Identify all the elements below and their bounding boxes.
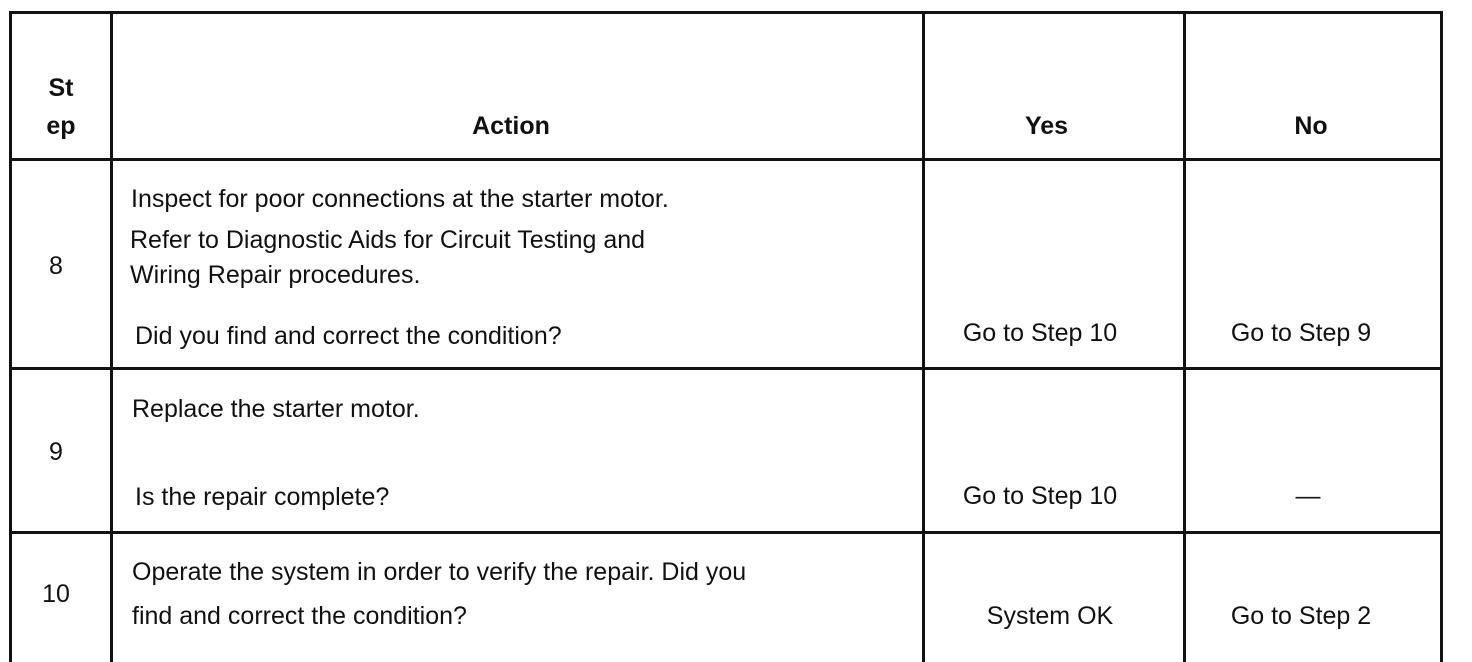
yes-result: System OK <box>986 602 1114 630</box>
row-divider <box>12 531 1440 534</box>
yes-result: Go to Step 10 <box>962 482 1118 510</box>
action-text: Replace the starter motor. <box>132 395 420 423</box>
no-result: — <box>1295 482 1321 510</box>
row-divider <box>12 367 1440 370</box>
action-text: Operate the system in order to verify the repair. Did you <box>132 558 747 586</box>
diagnostic-table <box>9 11 1443 662</box>
no-result: Go to Step 2 <box>1230 602 1372 630</box>
header-no: No <box>1294 112 1328 140</box>
action-text: Refer to Diagnostic Aids for Circuit Testing and <box>130 226 646 254</box>
step-number: 9 <box>49 438 63 466</box>
action-text: Inspect for poor connections at the starter motor. <box>131 185 669 213</box>
no-result: Go to Step 9 <box>1230 319 1372 347</box>
step-number: 8 <box>49 252 63 280</box>
header-yes: Yes <box>1024 112 1069 140</box>
step-number: 10 <box>42 580 70 608</box>
row-divider <box>12 158 1440 161</box>
action-text: Wiring Repair procedures. <box>130 261 421 289</box>
action-question: find and correct the condition? <box>132 602 467 630</box>
header-step-line2: ep <box>46 112 76 140</box>
action-question: Is the repair complete? <box>135 483 390 511</box>
action-question: Did you find and correct the condition? <box>135 322 562 350</box>
header-step-line1: St <box>48 74 74 102</box>
yes-result: Go to Step 10 <box>962 319 1118 347</box>
header-action: Action <box>472 112 550 140</box>
